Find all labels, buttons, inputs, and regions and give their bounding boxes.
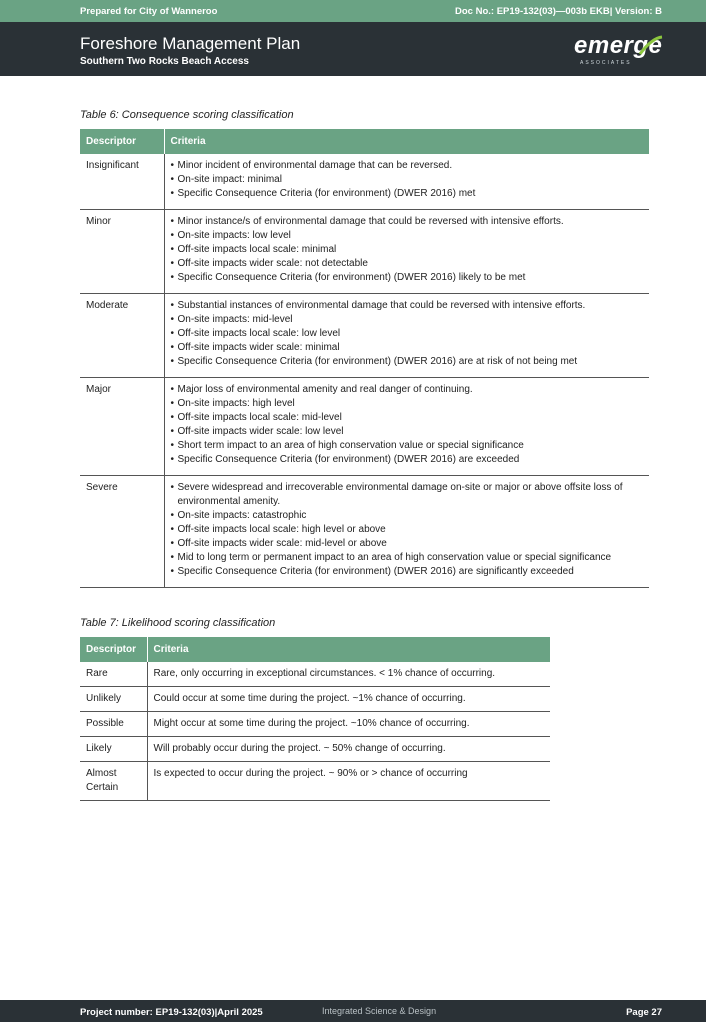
- list-item: • Off-site impacts wider scale: minimal: [171, 341, 644, 355]
- list-item: • Off-site impacts wider scale: mid-level or above: [171, 537, 644, 551]
- table-row: [80, 687, 550, 712]
- list-item: • On-site impacts: catastrophic: [171, 509, 644, 523]
- criteria-list: [171, 215, 644, 285]
- descriptor-cell: Severe: [80, 476, 164, 588]
- descriptor-cell: Possible: [80, 712, 147, 737]
- descriptor-cell: Almost Certain: [80, 762, 147, 801]
- list-item: • On-site impacts: high level: [171, 397, 644, 411]
- project-number-label: Project number: EP19-132(03)|April 2025: [80, 1007, 263, 1018]
- list-item: • On-site impacts: low level: [171, 229, 644, 243]
- criteria-cell: Might occur at some time during the project. ~10% chance of occurring.: [147, 712, 550, 737]
- list-item: • Specific Consequence Criteria (for environment) (DWER 2016) are exceeded: [171, 453, 644, 467]
- logo-wordmark: emerge: [574, 32, 663, 59]
- descriptor-cell: Minor: [80, 210, 164, 294]
- list-item: • Minor instance/s of environmental damage that could be reversed with intensive efforts.: [171, 215, 644, 229]
- list-item: • Specific Consequence Criteria (for environment) (DWER 2016) likely to be met: [171, 271, 644, 285]
- table-row: [80, 476, 649, 588]
- list-item: • Off-site impacts local scale: minimal: [171, 243, 644, 257]
- table-row: [80, 378, 649, 476]
- criteria-cell: Will probably occur during the project. ~ 50% change of occurring.: [147, 737, 550, 762]
- list-item: • On-site impact: minimal: [171, 173, 644, 187]
- criteria-cell: Is expected to occur during the project. ~ 90% or > chance of occurring: [147, 762, 550, 801]
- table-row: [80, 737, 550, 762]
- document-subtitle: Southern Two Rocks Beach Access: [80, 56, 249, 67]
- document-title: Foreshore Management Plan: [80, 34, 301, 53]
- criteria-cell: Could occur at some time during the project. ~1% chance of occurring.: [147, 687, 550, 712]
- column-header: Criteria: [147, 637, 550, 662]
- criteria-cell: Rare, only occurring in exceptional circumstances. < 1% chance of occurring.: [147, 662, 550, 687]
- descriptor-cell: Unlikely: [80, 687, 147, 712]
- list-item: • Short term impact to an area of high conservation value or special significance: [171, 439, 644, 453]
- descriptor-cell: Major: [80, 378, 164, 476]
- table-header-row: [80, 637, 550, 662]
- list-item: • Specific Consequence Criteria (for environment) (DWER 2016) are significantly exceeded: [171, 565, 644, 579]
- likelihood-table: [80, 637, 550, 801]
- logo-tagline: ASSOCIATES: [580, 60, 632, 66]
- table-row: [80, 762, 550, 801]
- list-item: • Substantial instances of environmental damage that could be reversed with intensive efforts.: [171, 299, 644, 313]
- table-row: [80, 154, 649, 210]
- list-item: • Specific Consequence Criteria (for environment) (DWER 2016) met: [171, 187, 644, 201]
- criteria-cell: [164, 378, 649, 476]
- page-number: Page 27: [626, 1007, 662, 1018]
- criteria-list: [171, 299, 644, 369]
- criteria-list: [171, 383, 644, 467]
- table-row: [80, 294, 649, 378]
- top-bar: [0, 0, 706, 22]
- table-row: [80, 662, 550, 687]
- list-item: • Off-site impacts local scale: low level: [171, 327, 644, 341]
- prepared-for-label: Prepared for City of Wanneroo: [80, 6, 218, 17]
- table-row: [80, 210, 649, 294]
- list-item: • Off-site impacts local scale: mid-level: [171, 411, 644, 425]
- table-header-row: [80, 129, 649, 154]
- criteria-cell: [164, 294, 649, 378]
- list-item: • Mid to long term or permanent impact to an area of high conservation value or special significance: [171, 551, 644, 565]
- column-header: Criteria: [164, 129, 649, 154]
- page-footer: [0, 1000, 706, 1022]
- list-item: • Specific Consequence Criteria (for environment) (DWER 2016) are at risk of not being met: [171, 355, 644, 369]
- table-row: [80, 712, 550, 737]
- criteria-cell: [164, 476, 649, 588]
- doc-number-label: Doc No.: EP19-132(03)—003b EKB| Version: B: [455, 6, 662, 17]
- footer-tagline: Integrated Science & Design: [322, 1006, 437, 1016]
- emerge-logo: [574, 32, 664, 68]
- consequence-table: [80, 129, 649, 588]
- list-item: • Severe widespread and irrecoverable environmental damage on-site or major or above offsite loss of environmental amenity.: [171, 481, 644, 509]
- column-header: Descriptor: [80, 637, 147, 662]
- descriptor-cell: Insignificant: [80, 154, 164, 210]
- list-item: • Off-site impacts wider scale: low level: [171, 425, 644, 439]
- table6-caption: Table 6: Consequence scoring classification: [80, 109, 294, 121]
- descriptor-cell: Rare: [80, 662, 147, 687]
- logo-swoosh-icon: [638, 34, 664, 60]
- column-header: Descriptor: [80, 129, 164, 154]
- descriptor-cell: Likely: [80, 737, 147, 762]
- list-item: • Minor incident of environmental damage that can be reversed.: [171, 159, 644, 173]
- table7-caption: Table 7: Likelihood scoring classification: [80, 617, 276, 629]
- criteria-list: [171, 159, 644, 201]
- list-item: • Major loss of environmental amenity and real danger of continuing.: [171, 383, 644, 397]
- descriptor-cell: Moderate: [80, 294, 164, 378]
- criteria-cell: [164, 210, 649, 294]
- list-item: • On-site impacts: mid-level: [171, 313, 644, 327]
- criteria-cell: [164, 154, 649, 210]
- document-header: [0, 22, 706, 76]
- list-item: • Off-site impacts wider scale: not detectable: [171, 257, 644, 271]
- criteria-list: [171, 481, 644, 579]
- list-item: • Off-site impacts local scale: high level or above: [171, 523, 644, 537]
